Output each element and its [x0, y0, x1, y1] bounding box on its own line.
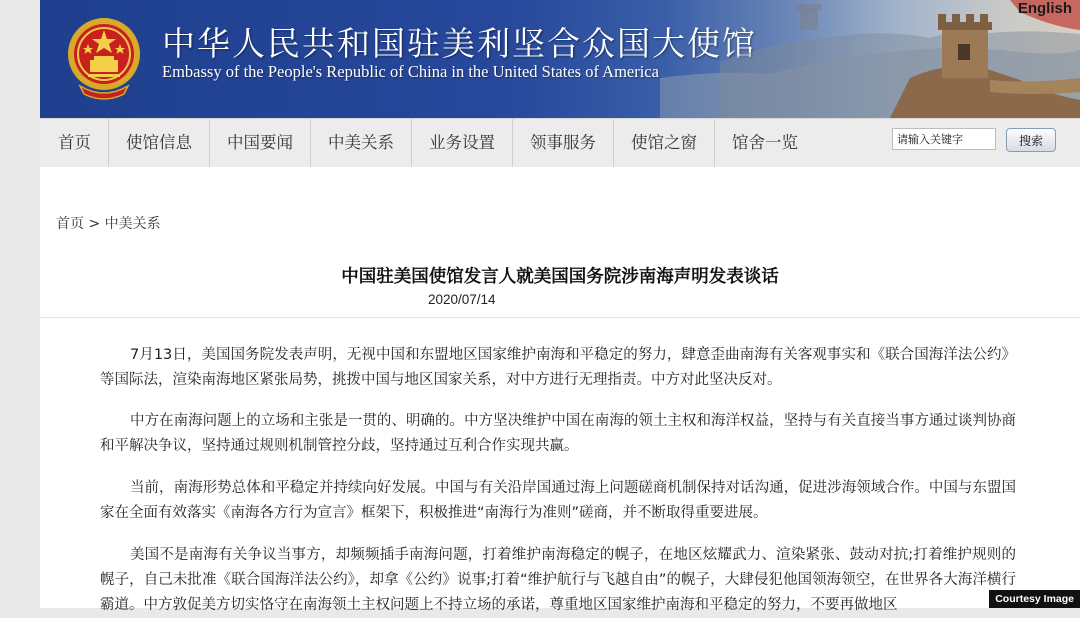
article-paragraph: 7月13日，美国国务院发表声明，无视中国和东盟地区国家维护南海和平稳定的努力，肆意歪曲南海有关客观事实和《联合国海洋法公约》等国际法，渲染南海地区紧张局势，挑拨中国与地区国家关系，对中方进行无理指责。中方对此坚决反对。: [100, 347, 1016, 388]
nav-item-home[interactable]: 首页: [40, 119, 109, 167]
embassy-title-english: Embassy of the People's Republic of China in the United States of America: [162, 62, 659, 81]
nav-item-consular-services[interactable]: 领事服务: [513, 119, 614, 167]
national-emblem-icon: [66, 12, 142, 100]
nav-item-departments[interactable]: 业务设置: [412, 119, 513, 167]
title-divider: [40, 317, 1080, 318]
breadcrumb: [56, 213, 161, 233]
image-credit: Courtesy Image: [989, 590, 1080, 608]
article-paragraph: 当前，南海形势总体和平稳定并持续向好发展。中国与有关沿岸国通过海上问题磋商机制保持对话沟通，促进涉海领域合作。中国与东盟国家在全面有效落实《南海各方行为宣言》框架下，积极推进“南海行为准则”磋商，并不断取得重要进展。: [100, 480, 1016, 521]
article-paragraph: 中方在南海问题上的立场和主张是一贯的、明确的。中方坚决维护中国在南海的领土主权和海洋权益，坚持与有关直接当事方通过谈判协商和平解决争议，坚持通过规则机制管控分歧，坚持通过互利合作实现共赢。: [100, 413, 1016, 454]
english-language-link[interactable]: English: [1017, 0, 1072, 17]
nav-item-china-us-relations[interactable]: 中美关系: [311, 119, 412, 167]
article-title: 中国驻美国使馆发言人就美国国务院涉南海声明发表谈话: [341, 267, 779, 287]
article-paragraph: 美国不是南海有关争议当事方，却频频插手南海问题，打着维护南海稳定的幌子，在地区炫耀武力、渲染紧张、鼓动对抗;打着维护规则的幌子，自己未批准《联合国海洋法公约》，却拿《公约》说事;打着“维护航行与飞越自由”的幌子，大肆侵犯他国领海领空，在世界各大海洋横行霸道。中方敦促美方切实恪守在南海领土主权问题上不持立场的承诺，尊重地区国家维护南海和平稳定的努力，不要再做地区: [100, 547, 1016, 613]
breadcrumb-current[interactable]: 中美关系: [104, 216, 161, 232]
nav-item-embassy-window[interactable]: 使馆之窗: [614, 119, 715, 167]
search-input[interactable]: [892, 128, 996, 150]
main-content: [40, 167, 1080, 613]
nav-item-premises[interactable]: 馆舍一览: [732, 133, 798, 152]
great-wall-illustration: [660, 0, 1080, 118]
embassy-title-chinese: 中华人民共和国驻美利坚合众国大使馆: [162, 24, 757, 63]
breadcrumb-separator: >: [88, 216, 101, 232]
nav-item-china-news[interactable]: 中国要闻: [210, 119, 311, 167]
article-date: 2020/07/14: [428, 292, 496, 307]
search-button[interactable]: 搜索: [1006, 128, 1056, 152]
site-header-banner: [40, 0, 1080, 118]
breadcrumb-home-link[interactable]: 首页: [56, 216, 84, 232]
nav-item-embassy-info[interactable]: 使馆信息: [109, 119, 210, 167]
